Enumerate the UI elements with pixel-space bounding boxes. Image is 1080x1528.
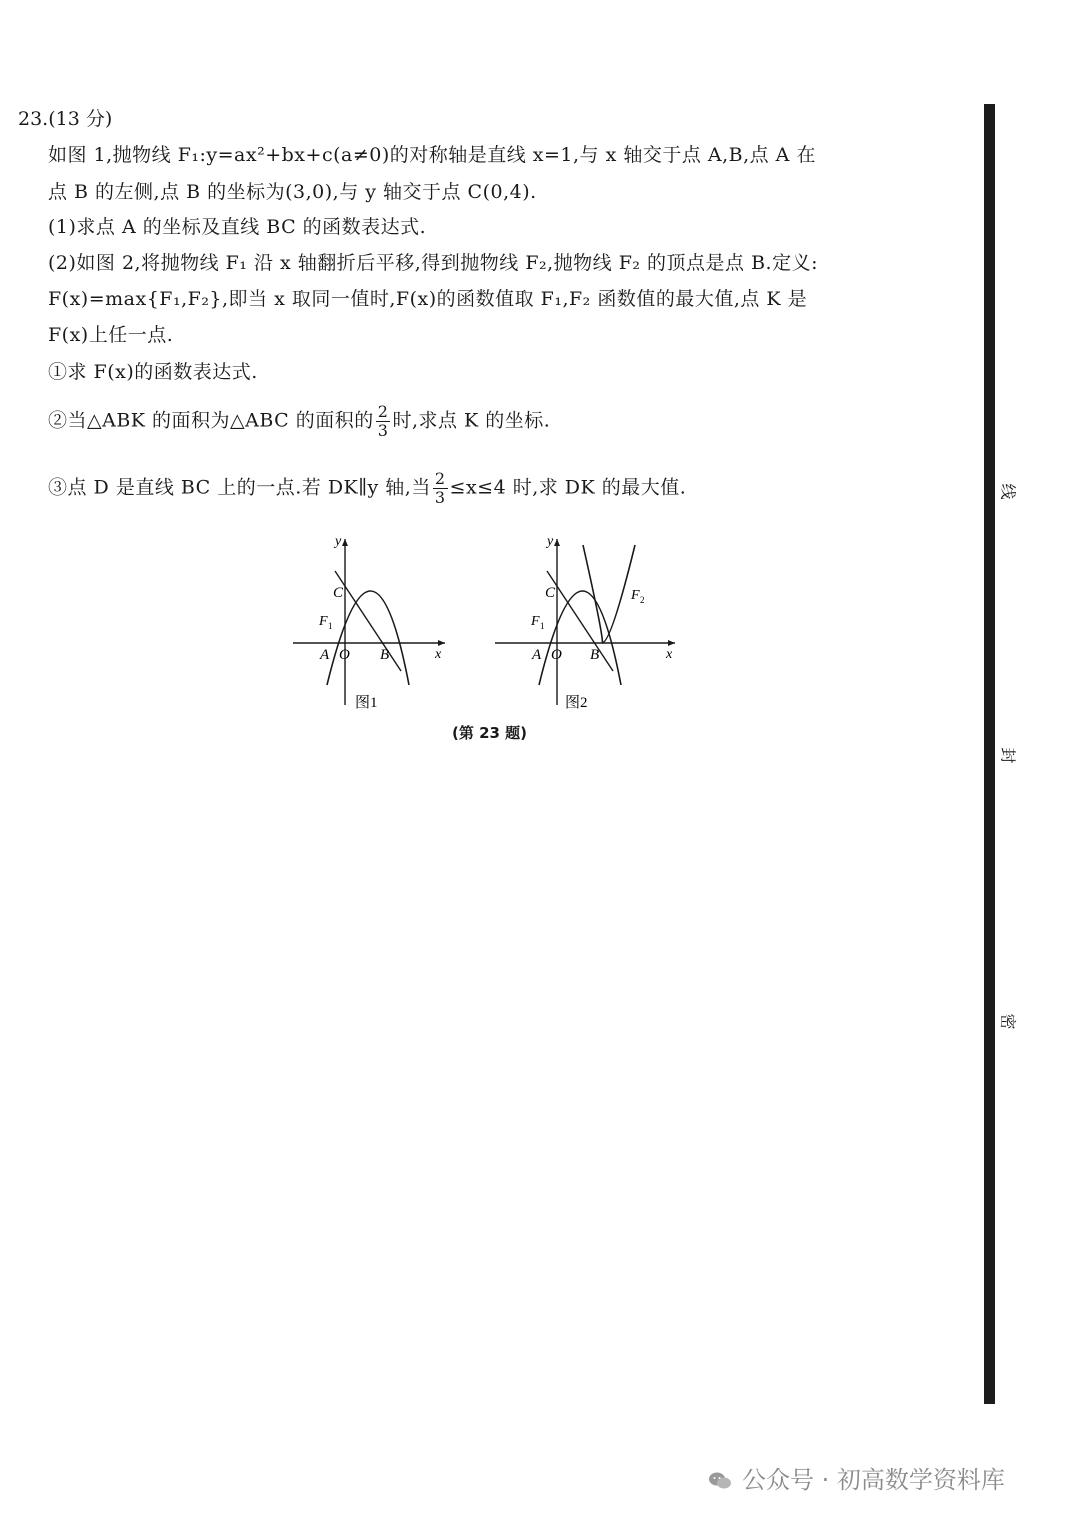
parabola-f1 xyxy=(327,591,409,685)
point-b-label: B xyxy=(590,647,600,663)
subquestion-3-before: ③点 D 是直线 BC 上的一点.若 DK∥y 轴,当 xyxy=(48,476,431,499)
subquestion-2-after: 时,求点 K 的坐标. xyxy=(392,409,551,432)
figure-1-caption: 图1 xyxy=(355,695,378,711)
figure-caption: (第 23 题) xyxy=(452,724,528,742)
figure-1 xyxy=(293,534,445,711)
wechat-icon xyxy=(708,1471,732,1491)
point-c-label: C xyxy=(333,585,344,601)
part2-line2: F(x)=max{F₁,F₂},即当 x 取同一值时,F(x)的函数值取 F₁,F₂ 函数值的最大值,点 K 是 xyxy=(48,288,808,310)
parabola-f1 xyxy=(539,591,621,685)
fraction-denominator: 3 xyxy=(434,488,446,507)
y-axis-arrow xyxy=(342,539,348,546)
f2-subscript: 2 xyxy=(640,595,645,605)
point-c-label: C xyxy=(545,585,556,601)
part2-line1: (2)如图 2,将抛物线 F₁ 沿 x 轴翻折后平移,得到抛物线 F₂,抛物线 F₂ 的顶点是点 B.定义: xyxy=(48,252,818,274)
f1-label: F xyxy=(319,614,328,629)
binding-label-bottom: 密 xyxy=(998,1013,1018,1030)
figure-2 xyxy=(495,534,675,711)
figure-2-caption: 图2 xyxy=(565,695,588,711)
fraction-two-thirds xyxy=(433,470,448,507)
y-label: y xyxy=(335,534,342,549)
x-axis-arrow xyxy=(668,640,675,646)
question-intro-line2: 点 B 的左侧,点 B 的坐标为(3,0),与 y 轴交于点 C(0,4). xyxy=(48,181,537,203)
f1-label: F xyxy=(531,614,540,629)
subquestion-3-after: ≤x≤4 时,求 DK 的最大值. xyxy=(449,476,687,499)
x-axis-arrow xyxy=(438,640,445,646)
subquestion-1: ①求 F(x)的函数表达式. xyxy=(48,361,258,383)
point-a-label: A xyxy=(532,647,542,663)
subquestion-2-before: ②当△ABK 的面积为△ABC 的面积的 xyxy=(48,409,374,432)
point-a-label: A xyxy=(320,647,330,663)
fraction-two-thirds xyxy=(376,403,391,440)
f1-subscript: 1 xyxy=(540,621,545,631)
point-b-label: B xyxy=(380,647,390,663)
part1-text: (1)求点 A 的坐标及直线 BC 的函数表达式. xyxy=(48,216,427,238)
binding-label-top: 线 xyxy=(998,483,1018,500)
y-axis-arrow xyxy=(554,539,560,546)
binding-line xyxy=(984,104,995,1404)
question-number: 23.(13 分) xyxy=(18,108,113,130)
x-label: x xyxy=(435,647,442,662)
f2-label: F xyxy=(631,588,640,603)
part2-line3: F(x)上任一点. xyxy=(48,324,174,346)
y-label: y xyxy=(547,534,554,549)
binding-label-middle: 封 xyxy=(998,747,1018,764)
subquestion-3 xyxy=(48,470,686,507)
subquestion-2 xyxy=(48,403,550,440)
origin-label: O xyxy=(339,647,350,663)
question-intro-line1: 如图 1,抛物线 F₁:y=ax²+bx+c(a≠0)的对称轴是直线 x=1,与 x 轴交于点 A,B,点 A 在 xyxy=(48,144,816,166)
watermark xyxy=(708,1460,1005,1495)
fraction-numerator: 2 xyxy=(434,469,446,488)
x-label: x xyxy=(666,647,673,662)
watermark-text: 公众号 · 初高数学资料库 xyxy=(742,1466,1005,1494)
fraction-denominator: 3 xyxy=(377,421,389,440)
origin-label: O xyxy=(551,647,562,663)
figures-panel xyxy=(285,525,705,725)
f1-subscript: 1 xyxy=(328,621,333,631)
fraction-numerator: 2 xyxy=(377,402,389,421)
